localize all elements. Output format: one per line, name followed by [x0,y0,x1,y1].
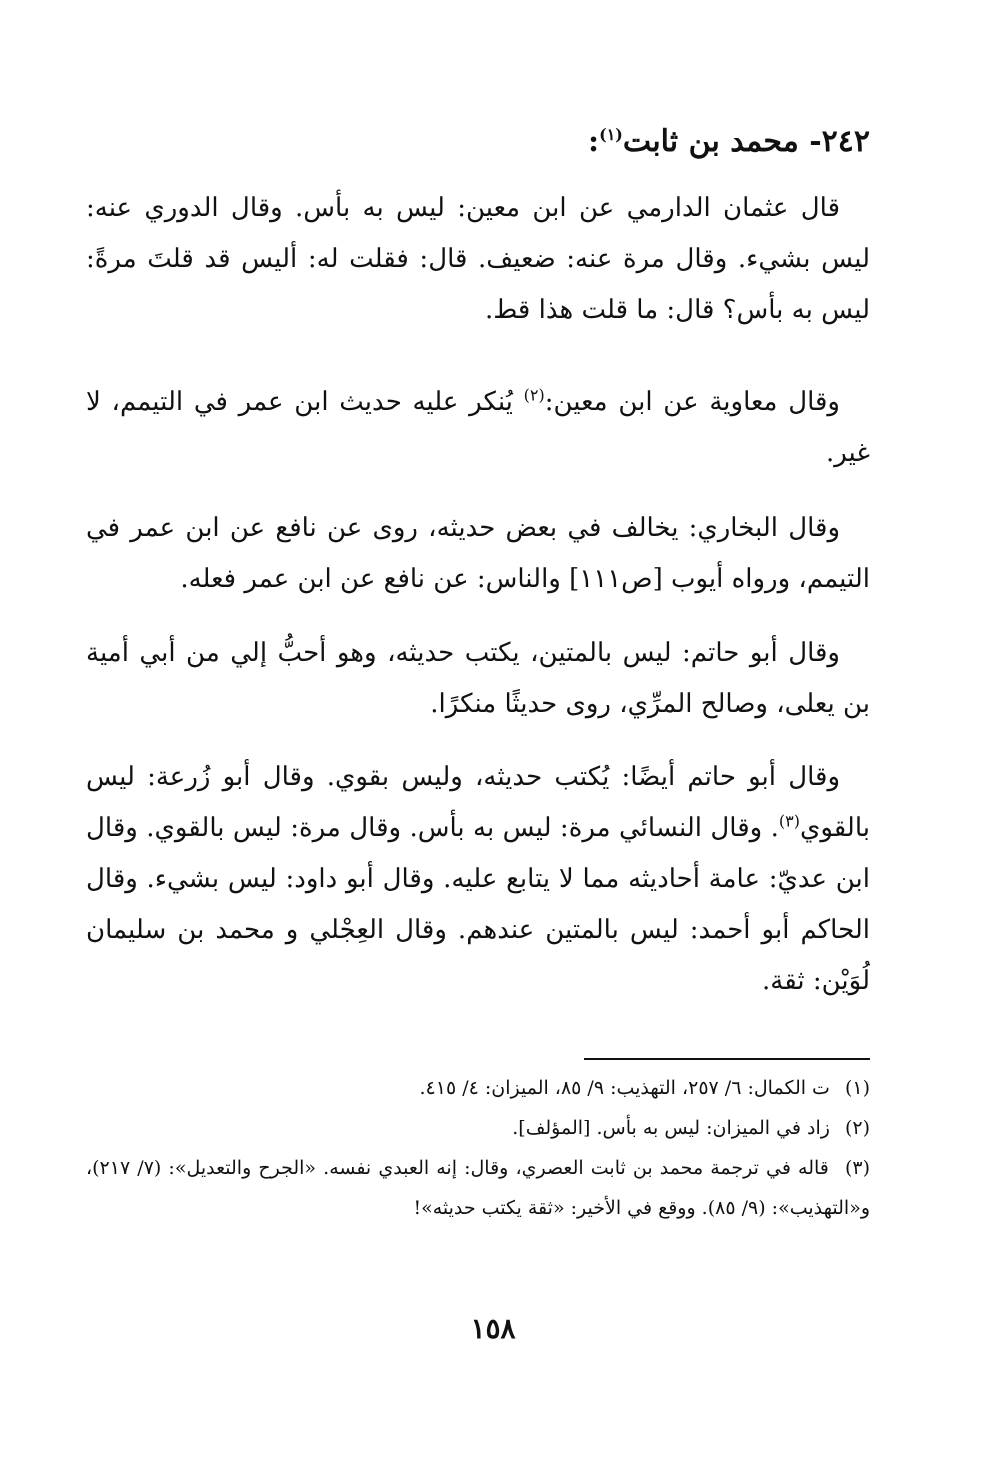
footnote-ref-2[interactable]: (٢) [523,385,545,405]
paragraph-2 [86,377,870,479]
paragraph-5 [86,752,870,1007]
paragraph-4 [86,628,870,730]
paragraph-3 [86,503,870,605]
page-number: ١٥٨ [470,1312,516,1345]
paragraph-1-text: قال عثمان الدارمي عن ابن معين: ليس به بأس. وقال الدوري عنه: ليس بشيء. وقال مرة عنه: ضعيف. قال: فقلت له: أليس قد قلتَ مرةً: ليس به بأس؟ قال: ما قلت هذا قط. [86,193,870,325]
entry-title: ٢٤٢- محمد بن ثابت [622,124,870,159]
paragraph-2-text-before: وقال معاوية عن ابن معين: [544,387,840,417]
paragraph-2-text-after: يُنكر عليه حديث ابن عمر في التيمم، لا غير. [86,387,870,468]
footnote-ref-1[interactable]: (١) [599,125,623,144]
paragraph-5-text-after: . وقال النسائي مرة: ليس به بأس. وقال مرة: ليس بالقوي. وقال ابن عديّ: عامة أحاديثه مما لا يتابع عليه. وقال أبو داود: ليس بشيء. وقال الحاكم أبو أحمد: ليس بالمتين عندهم. وقال العِجْلي و محمد بن سليمان لُوَيْن: ثقة. [86,813,870,996]
footnote-2-text: زاد في الميزان: ليس به بأس. [المؤلف]. [512,1117,830,1139]
footnote-1-number: (١) [844,1077,870,1099]
footnote-2 [86,1108,870,1148]
paragraph-4-text: وقال أبو حاتم: ليس بالمتين، يكتب حديثه، وهو أحبُّ إلي من أبي أمية بن يعلى، وصالح المرِّي، روى حديثًا منكرًا. [86,638,870,719]
footnote-ref-3[interactable]: (٣) [778,811,800,831]
footnote-2-number: (٢) [844,1117,870,1139]
footnote-1 [86,1068,870,1108]
entry-heading [86,118,870,166]
footnote-3-text: قاله في ترجمة محمد بن ثابت العصري، وقال: إنه العبدي نفسه. «الجرح والتعديل»: (٧/ ٢١٧)، و«التهذيب»: (٩/ ٨٥). ووقع في الأخير: «ثقة يكتب حديثه»! [86,1157,870,1219]
paragraph-1 [86,183,870,336]
footnote-3-number: (٣) [844,1157,870,1179]
footnotes [86,1068,870,1228]
heading-colon: : [588,124,600,159]
footnote-1-text: ت الكمال: ٦/ ٢٥٧، التهذيب: ٩/ ٨٥، الميزان: ٤/ ٤١٥. [419,1077,830,1099]
paragraph-3-text: وقال البخاري: يخالف في بعض حديثه، روى عن نافع عن ابن عمر في التيمم، ورواه أيوب [ص١١١] والناس: عن نافع عن ابن عمر فعله. [86,513,870,594]
footnote-divider [584,1058,870,1060]
footnote-3 [86,1148,870,1228]
paragraph-5-text-before: وقال أبو حاتم أيضًا: يُكتب حديثه، وليس بقوي. وقال أبو زُرعة: ليس بالقوي [86,762,870,843]
